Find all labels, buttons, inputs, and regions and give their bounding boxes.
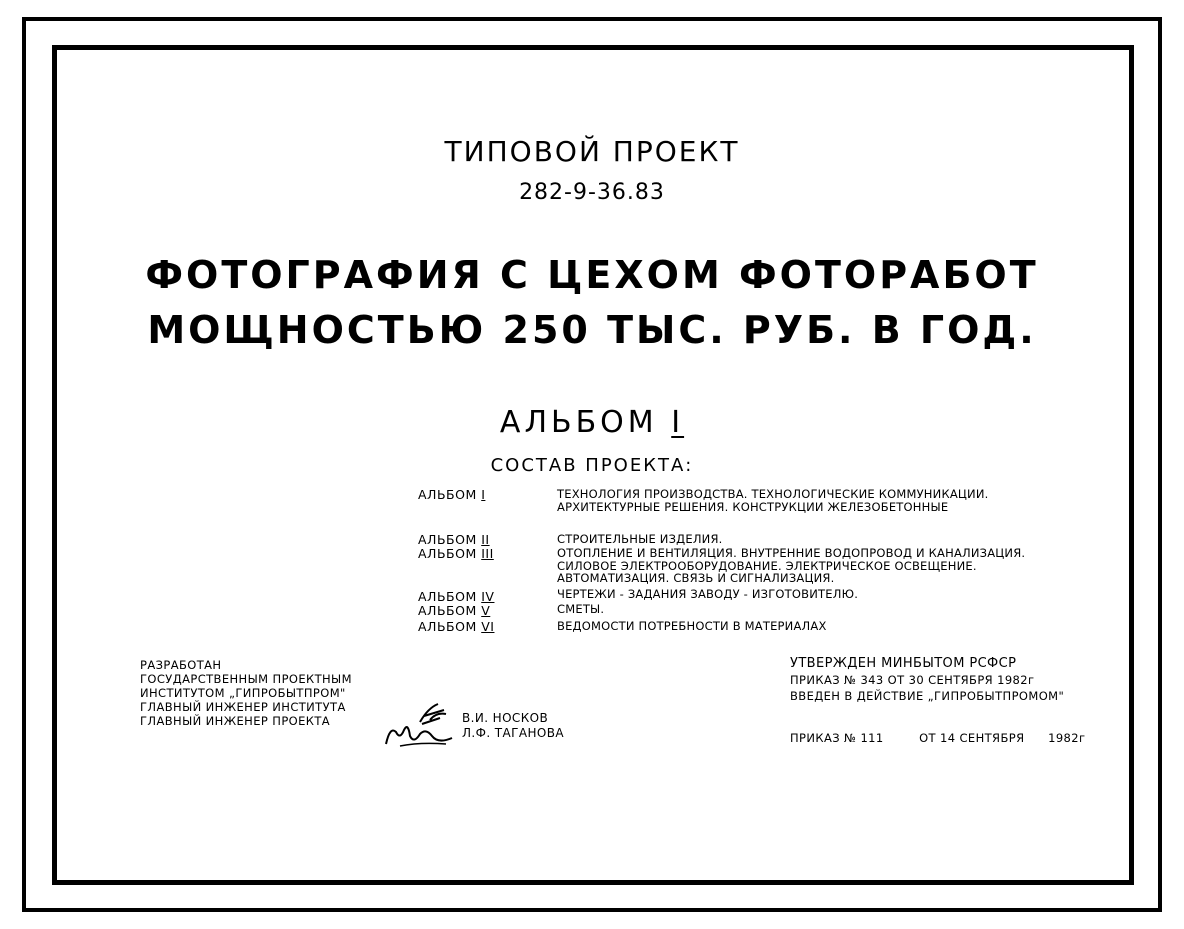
approval-line: ВВЕДЕН В ДЕЙСТВИЕ „ГИПРОБЫТПРОМОМ" [790, 689, 1065, 703]
album-item-label [418, 487, 485, 502]
album-desc-line: СМЕТЫ. [557, 602, 605, 616]
album-heading-numeral: I [671, 405, 685, 440]
signatory-names [462, 711, 564, 741]
project-kind: ТИПОВОЙ ПРОЕКТ [444, 135, 740, 168]
album-desc-line: ВЕДОМОСТИ ПОТРЕБНОСТИ В МАТЕРИАЛАХ [557, 619, 827, 633]
album-item-label [418, 546, 494, 561]
album-numeral: III [481, 546, 494, 561]
album-item-desc [557, 588, 858, 601]
album-heading-label: АЛЬБОМ [499, 405, 658, 440]
album-desc-line: СТРОИТЕЛЬНЫЕ ИЗДЕЛИЯ. [557, 532, 723, 546]
album-label-text: АЛЬБОМ [418, 619, 477, 634]
album-label-text: АЛЬБОМ [418, 532, 477, 547]
order-2 [790, 731, 1090, 745]
album-numeral: V [481, 603, 491, 618]
album-desc-line: ЧЕРТЕЖИ - ЗАДАНИЯ ЗАВОДУ - ИЗГОТОВИТЕЛЮ. [557, 587, 859, 601]
developer-line: ГЛАВНЫЙ ИНЖЕНЕР ПРОЕКТА [140, 714, 331, 728]
order-2-year: 1982г [1048, 731, 1086, 745]
album-item-desc [557, 533, 723, 546]
chief-engineer-project-name: Л.Ф. ТАГАНОВА [462, 726, 564, 740]
album-desc-line: АРХИТЕКТУРНЫЕ РЕШЕНИЯ. КОНСТРУКЦИИ ЖЕЛЕЗОБЕТОННЫЕ [557, 499, 949, 514]
album-desc-line: АВТОМАТИЗАЦИЯ. СВЯЗЬ И СИГНАЛИЗАЦИЯ. [557, 571, 835, 585]
album-desc-line: ОТОПЛЕНИЕ И ВЕНТИЛЯЦИЯ. ВНУТРЕННИЕ ВОДОПРОВОД И КАНАЛИЗАЦИЯ. [557, 546, 1026, 560]
album-item-label [418, 589, 494, 604]
signatures-icon [380, 700, 462, 750]
developer-line: РАЗРАБОТАН [140, 658, 222, 672]
album-numeral: I [481, 487, 486, 502]
album-label-text: АЛЬБОМ [418, 603, 477, 618]
album-desc-line: ТЕХНОЛОГИЯ ПРОИЗВОДСТВА. ТЕХНОЛОГИЧЕСКИЕ КОММУНИКАЦИИ. [557, 487, 989, 501]
order-2-date: ОТ 14 СЕНТЯБРЯ [919, 731, 1025, 745]
developer-line: ГЛАВНЫЙ ИНЖЕНЕР ИНСТИТУТА [140, 700, 346, 714]
composition-heading: СОСТАВ ПРОЕКТА: [490, 455, 694, 476]
approval-line: ПРИКАЗ № 343 ОТ 30 СЕНТЯБРЯ 1982г [790, 673, 1035, 687]
album-numeral: VI [481, 619, 495, 634]
album-label-text: АЛЬБОМ [418, 546, 477, 561]
album-item-desc [557, 488, 988, 513]
album-item-label [418, 532, 490, 547]
title-line-2: МОЩНОСТЬЮ 250 ТЫС. РУБ. В ГОД. [147, 308, 1037, 352]
album-numeral: II [481, 532, 490, 547]
developer-line: ИНСТИТУТОМ „ГИПРОБЫТПРОМ" [140, 686, 346, 700]
developer-block [140, 658, 352, 728]
album-item-desc [557, 603, 604, 616]
order-2-number: ПРИКАЗ № 111 [790, 731, 884, 745]
approval-block [790, 656, 1064, 704]
album-numeral: IV [481, 589, 495, 604]
album-desc-line: СИЛОВОЕ ЭЛЕКТРООБОРУДОВАНИЕ. ЭЛЕКТРИЧЕСКОЕ ОСВЕЩЕНИЕ. [557, 558, 977, 573]
album-item-desc [557, 547, 1025, 585]
project-number: 282-9-36.83 [519, 180, 665, 205]
album-label-text: АЛЬБОМ [418, 589, 477, 604]
album-label-text: АЛЬБОМ [418, 487, 477, 502]
title-line-1: ФОТОГРАФИЯ С ЦЕХОМ ФОТОРАБОТ [145, 253, 1039, 297]
approval-line: УТВЕРЖДЕН МИНБЫТОМ РСФСР [790, 656, 1017, 671]
album-item-desc [557, 620, 827, 633]
chief-engineer-institute-name: В.И. НОСКОВ [462, 711, 549, 725]
developer-line: ГОСУДАРСТВЕННЫМ ПРОЕКТНЫМ [140, 672, 352, 686]
album-item-label [418, 603, 490, 618]
album-item-label [418, 619, 494, 634]
album-heading [0, 405, 1184, 440]
